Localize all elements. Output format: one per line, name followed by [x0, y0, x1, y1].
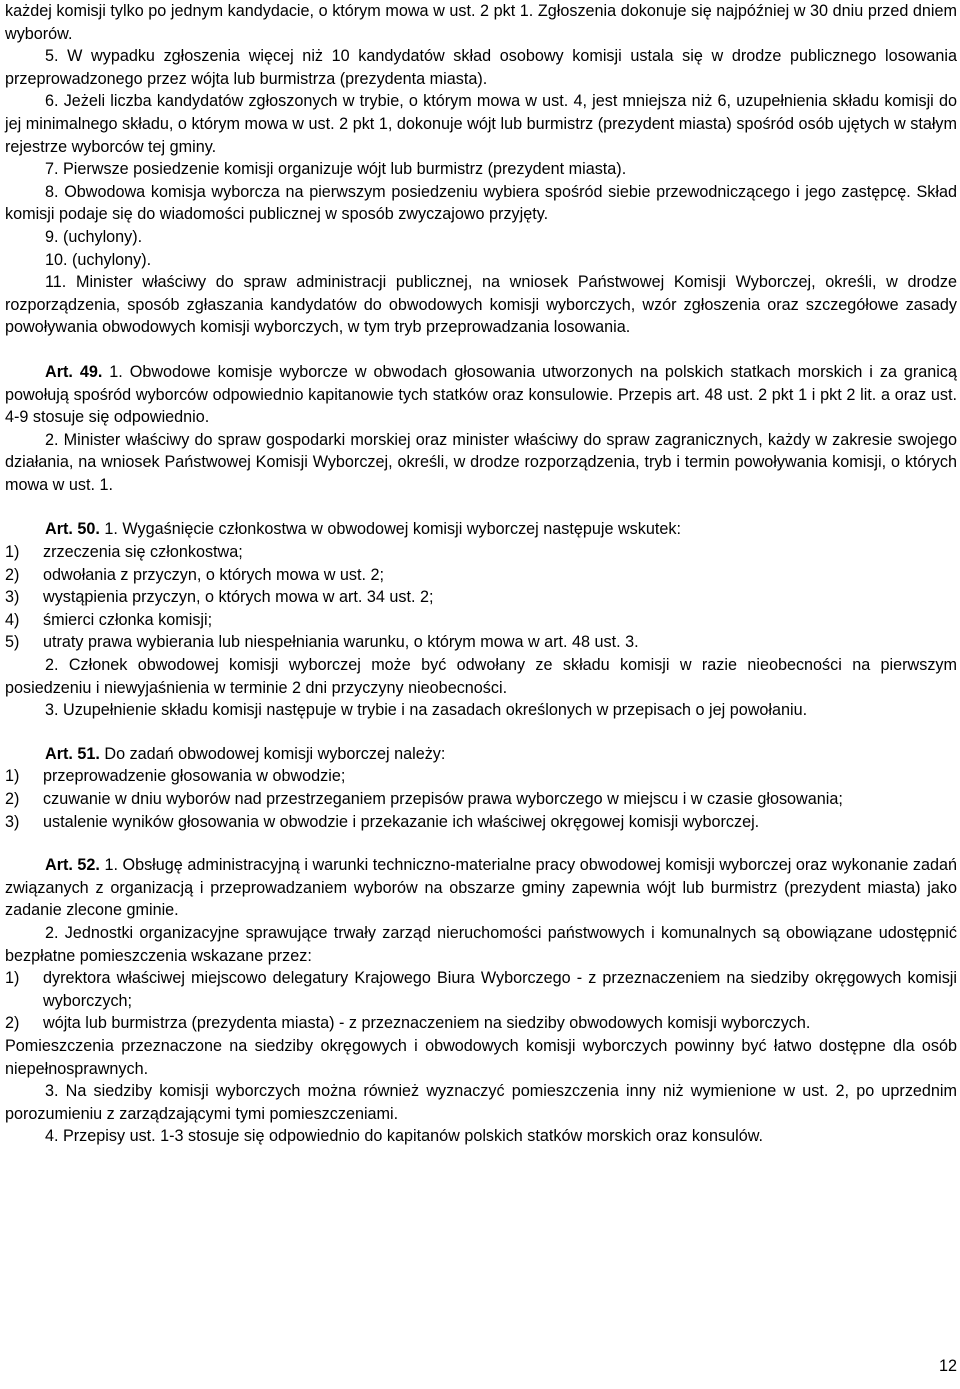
article-51-label: Art. 51. — [45, 744, 100, 763]
paragraph-ust-7: 7. Pierwsze posiedzenie komisji organizuje wójt lub burmistrz (prezydent miasta). — [45, 160, 627, 179]
article-50-ust-2: 2. Członek obwodowej komisji wyborczej może być odwołany ze składu komisji w razie nieobecności na pierwszym posiedzeniu i niewyjaśnienia w terminie 2 dni przyczyny nieobecności. — [5, 656, 957, 697]
article-50-ust-1: Art. 50. 1. Wygaśnięcie członkostwa w obwodowej komisji wyborczej następuje wskutek: — [45, 520, 681, 539]
article-49-ust-2: 2. Minister właściwy do spraw gospodarki morskiej oraz minister właściwy do spraw zagranicznych, każdy w zakresie swojego działania, na wniosek Państwowej Komisji Wyborczej, określi, w drodze rozporządzenia, tryb i termin powoływania komisji, o których mowa w ust. 1. — [5, 430, 957, 494]
article-52-ust-2: 2. Jednostki organizacyjne sprawujące trwały zarząd nieruchomości państwowych i komunalnych są obowiązane udostępnić bezpłatne pomieszczenia wskazane przez: — [5, 923, 957, 965]
list-item: 4) śmierci członka komisji; — [5, 610, 213, 629]
page-number: 12 — [938, 1357, 957, 1375]
article-52-closing-paragraph: Pomieszczenia przeznaczone na siedziby okręgowych i obwodowych komisji wyborczych powinny być łatwo dostępne dla osób niepełnosprawnych. — [5, 1036, 957, 1078]
document-page — [5, 0, 957, 1148]
paragraph-ust-5: 5. W wypadku zgłoszenia więcej niż 10 kandydatów skład osobowy komisji ustala się w drodze publicznego losowania przeprowadzonego przez wójta lub burmistrza (prezydenta miasta). — [5, 47, 957, 88]
list-item: 3) ustalenie wyników głosowania w obwodzie i przekazanie ich właściwej okręgowej komisji wyborczej. — [5, 812, 760, 831]
article-50-label: Art. 50. — [45, 520, 100, 539]
article-49-label: Art. 49. — [45, 362, 103, 381]
article-50-ust-3: 3. Uzupełnienie składu komisji następuje w trybie i na zasadach określonych w przepisach o jej powołaniu. — [45, 701, 808, 720]
article-49-ust-1: Art. 49. 1. Obwodowe komisje wyborcze w obwodach głosowania utworzonych na polskich statkach morskich i za granicą powołują spośród wyborców odpowiednio kapitanowie tych statków oraz konsulowie. Przepis art. 48 ust. 2 pkt 1 i pkt 2 lit. a oraz ust. 4-9 stosuje się odpowiednio. — [5, 362, 957, 427]
list-item: 2) czuwanie w dniu wyborów nad przestrzeganiem przepisów prawa wyborczego w miejscu i w czasie głosowania; — [5, 790, 843, 808]
paragraph-continuation: każdej komisji tylko po jednym kandydacie, o którym mowa w ust. 2 pkt 1. Zgłoszenia dokonuje się najpóźniej w 30 dniu przed dniem wyborów. — [5, 2, 957, 43]
list-item: 1) dyrektora właściwej miejscowo delegatury Krajowego Biura Wyborczego - z przeznaczeniem na siedziby okręgowych komisji wyborczych; — [5, 969, 957, 1010]
article-52-ust-4: 4. Przepisy ust. 1-3 stosuje się odpowiednio do kapitanów polskich statków morskich oraz konsulów. — [45, 1127, 764, 1146]
paragraph-ust-6: 6. Jeżeli liczba kandydatów zgłoszonych w trybie, o którym mowa w ust. 4, jest mniejsza niż 6, uzupełnienia składu komisji do jej minimalnego składu, o którym mowa w ust. 2 pkt 1, dokonuje wójt lub burmistrz (prezydent miasta) spośród osób ujętych w stałym rejestrze wyborców tej gminy. — [5, 92, 957, 156]
list-item: 5) utraty prawa wybierania lub niespełniania warunku, o którym mowa w art. 48 ust. 3. — [5, 633, 639, 652]
paragraph-ust-8: 8. Obwodowa komisja wyborcza na pierwszym posiedzeniu wybiera spośród siebie przewodniczącego i jego zastępcę. Skład komisji podaje się do wiadomości publicznej w sposób zwyczajowo przyjęty. — [5, 182, 957, 224]
list-item: 1) przeprowadzenie głosowania w obwodzie; — [5, 767, 346, 786]
paragraph-ust-10: 10. (uchylony). — [45, 250, 152, 269]
list-item: 2) odwołania z przyczyn, o których mowa w ust. 2; — [5, 565, 384, 584]
article-52-ust-1: Art. 52. 1. Obsługę administracyjną i warunki techniczno-materialne pracy obwodowej komisji wyborczej oraz wykonanie zadań związanych z organizacją i przeprowadzaniem wyborów na obszarze gminy zapewnia wójt lub burmistrz (prezydent miasta) jako zadanie zlecone gminie. — [5, 856, 957, 920]
article-52-label: Art. 52. — [45, 856, 100, 875]
article-51-intro: Art. 51. Do zadań obwodowej komisji wyborczej należy: — [45, 744, 446, 763]
list-item: 2) wójta lub burmistrza (prezydenta miasta) - z przeznaczeniem na siedziby obwodowych komisji wyborczych. — [5, 1014, 811, 1033]
list-item: 3) wystąpienia przyczyn, o których mowa w art. 34 ust. 2; — [5, 588, 434, 607]
paragraph-ust-11: 11. Minister właściwy do spraw administracji publicznej, na wniosek Państwowej Komisji Wyborczej, określi, w drodze rozporządzenia, sposób zgłaszania kandydatów do obwodowych komisji wyborczych, wzór zgłoszenia oraz szczegółowe zasady powoływania obwodowych komisji wyborczych, w tym tryb przeprowadzania losowania. — [5, 273, 957, 337]
paragraph-ust-9: 9. (uchylony). — [45, 227, 143, 246]
article-52-ust-3: 3. Na siedziby komisji wyborczych można również wyznaczyć pomieszczenia inny niż wymienione w ust. 2, po uprzednim porozumieniu z zarządzającymi tymi pomieszczeniami. — [5, 1082, 957, 1123]
list-item: 1) zrzeczenia się członkostwa; — [5, 543, 243, 562]
